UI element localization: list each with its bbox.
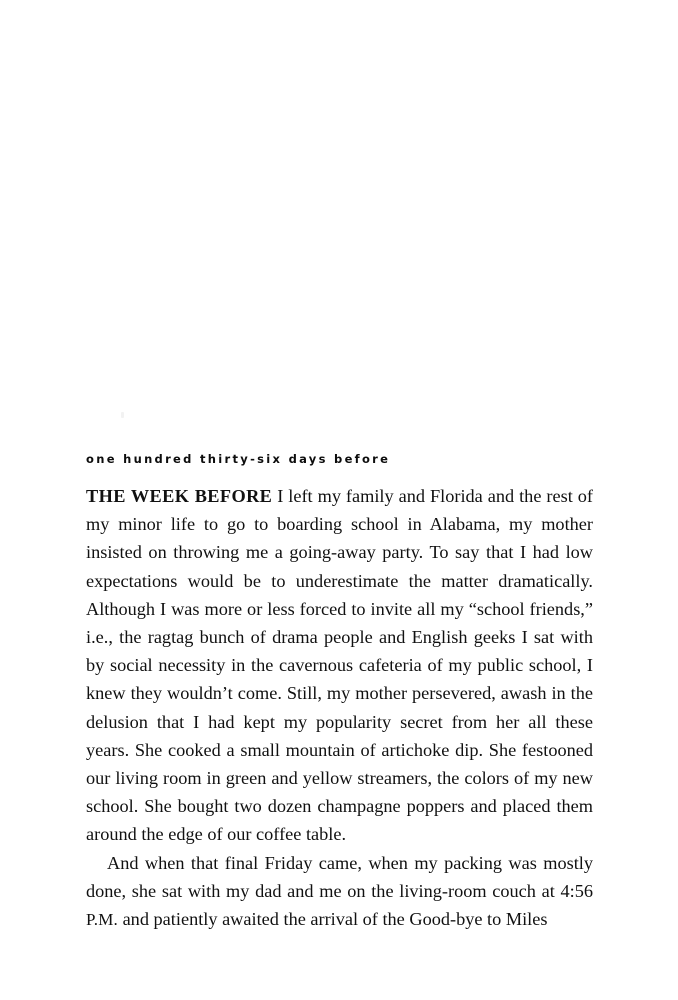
paragraph-2-text-part-1: And when that final Friday came, when my packing was mostly done, she sat with my dad and me on the living-room couch at 4:56: [86, 852, 593, 901]
paragraph-1-text: I left my family and Florida and the rest of my minor life to go to boarding school in Alabama, my mother insisted on throwing me a going-away party. To say that I had low expectations would be to underestimate the matter dramatically. Although I was more or less forced to invite all my “school friends,” i.e., the ragtag bunch of drama people and English geeks I sat with by social necessity in the cavernous cafeteria of my public school, I knew they wouldn’t come. Still, my mother persevered, awash in the delusion that I had kept my popularity secret from her all these years. She cooked a small mountain of artichoke dip. She festooned our living room in green and yellow streamers, the colors of my new school. She bought two dozen champagne poppers and placed them around the edge of our coffee table.: [86, 486, 593, 845]
body-paragraph-2: [86, 849, 593, 935]
scan-artifact-speck: [121, 412, 124, 418]
page-text-block: [86, 452, 593, 934]
body-paragraph-1: [86, 482, 593, 849]
paragraph-lead-small-caps: THE WEEK BEFORE: [86, 486, 273, 506]
chapter-heading: one hundred thirty-six days before: [86, 452, 391, 466]
time-meridiem-small-caps: P.M.: [86, 910, 118, 930]
paragraph-2-text-part-2: and patiently awaited the arrival of the Good-bye to Miles: [118, 909, 548, 930]
